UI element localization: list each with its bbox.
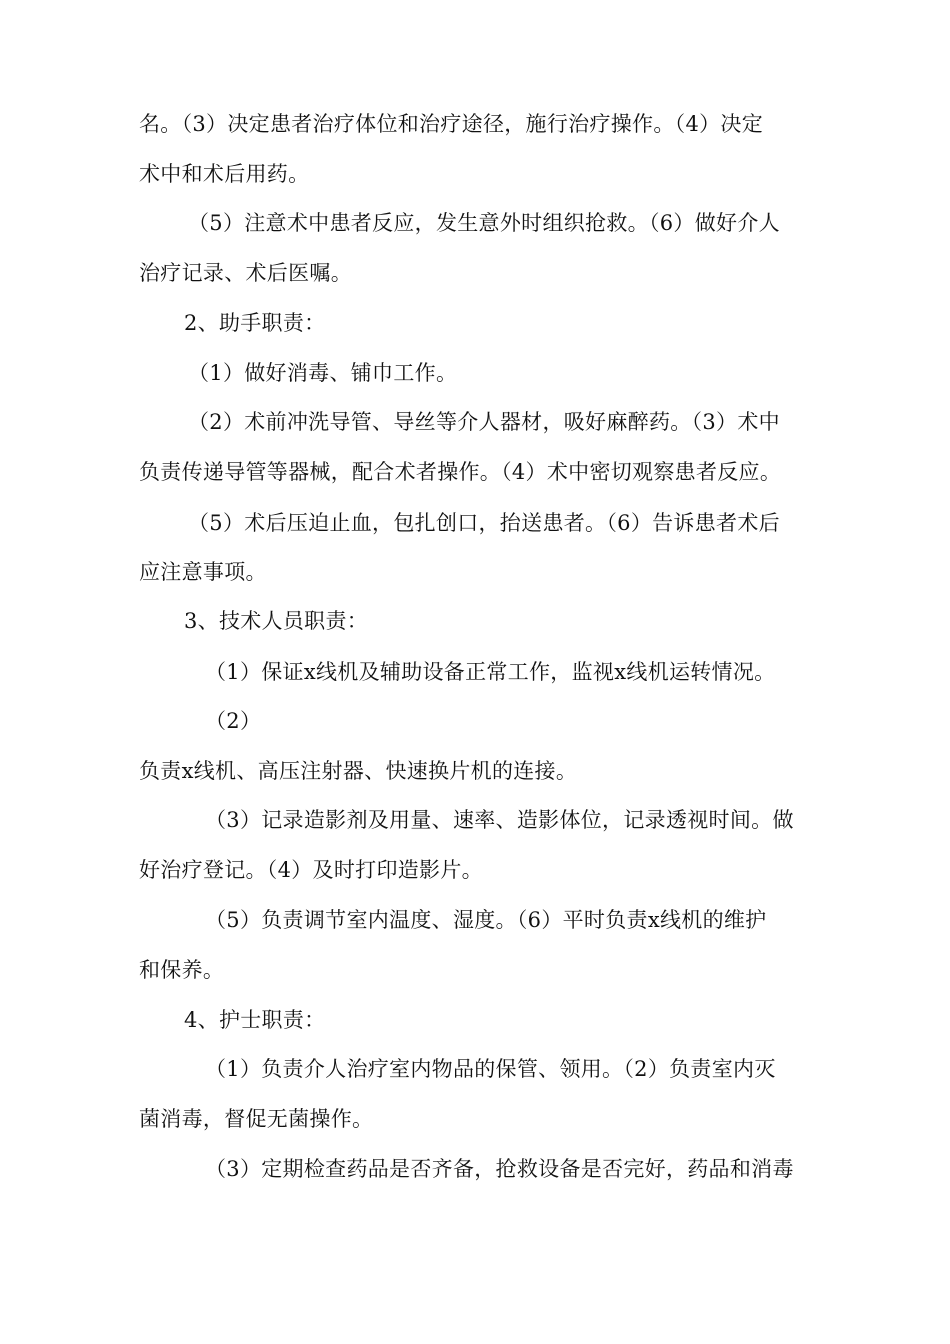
text-line: 好治疗登记。（4）及时打印造影片。	[139, 858, 483, 882]
text-line: 术中和术后用药。	[139, 162, 310, 186]
text-line: （2）术前冲洗导管、导丝等介人器材，吸好麻醉药。（3）术中	[188, 410, 780, 434]
text-line: 应注意事项。	[139, 560, 267, 584]
text-line: （5）术后压迫止血，包扎创口，抬送患者。（6）告诉患者术后	[188, 511, 780, 535]
text-line: （3）定期检查药品是否齐备，抢救设备是否完好，药品和消毒	[205, 1157, 794, 1181]
text-line: 负责x线机、高压注射器、快速换片机的连接。	[139, 759, 578, 783]
text-line: （5）注意术中患者反应，发生意外时组织抢救。（6）做好介人	[188, 211, 780, 235]
text-line: 负责传递导管等器械，配合术者操作。（4）术中密切观察患者反应。	[139, 460, 782, 484]
text-line: 菌消毒，督促无菌操作。	[139, 1107, 374, 1131]
text-line: （3）记录造影剂及用量、速率、造影体位，记录透视时间。做	[205, 808, 794, 832]
text-line: 治疗记录、术后医嘱。	[139, 261, 352, 285]
text-line: （1）做好消毒、铺巾工作。	[188, 361, 458, 385]
text-line: 和保养。	[139, 958, 225, 982]
text-line: （1）负责介人治疗室内物品的保管、领用。（2）负责室内灭	[205, 1057, 776, 1081]
text-line: （5）负责调节室内温度、湿度。（6）平时负责x线机的维护	[205, 908, 767, 932]
section-heading: 3、技术人员职责：	[184, 609, 369, 633]
text-line: 名。（3）决定患者治疗体位和治疗途径，施行治疗操作。（4）决定	[139, 112, 764, 136]
text-line: （2）	[205, 709, 262, 733]
section-heading: 2、助手职责：	[184, 311, 326, 335]
text-line: （1）保证x线机及辅助设备正常工作，监视x线机运转情况。	[205, 660, 776, 684]
section-heading: 4、护士职责：	[184, 1008, 326, 1032]
